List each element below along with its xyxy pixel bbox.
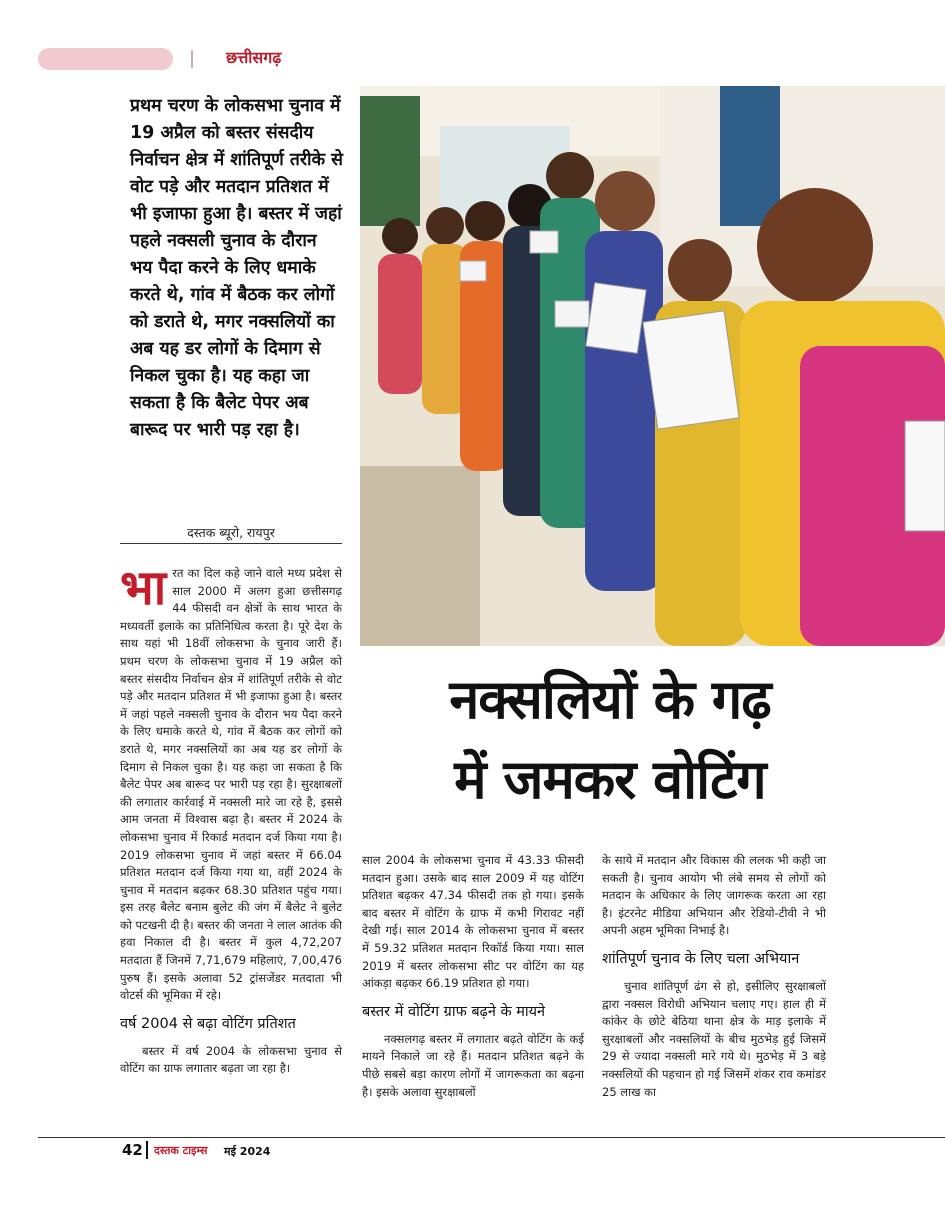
footer-rule: [38, 1137, 945, 1138]
byline-rule: [120, 543, 342, 544]
article-paragraph: रत का दिल कहे जाने वाले मध्य प्रदेश से साल 2000 में अलग हुआ छत्तीसगढ़ 44 फीसदी वन क्षेत्रों के साथ भारत के मध्यवर्ती इलाके का प्रतिनिधित्व करता है। पूरे देश के साथ यहां भी 18वीं लोकसभा के चुनाव जारी हैं। प्रथम चरण के लोकसभा चुनाव में 19 अप्रैल को बस्तर संसदीय निर्वाचन क्षेत्र में शांतिपूर्ण तरीके से वोट पड़े और मतदान प्रतिशत में भी इजाफा हुआ है। बस्तर में जहां पहले नक्सली चुनाव के दौरान भय पैदा करने के लिए धमाके करते थे, गांव में बैठक कर लोगों को डराते थे, मगर नक्सलियों का अब यह डर लोगों के दिमाग से निकल चुका है। यह कहा जा सकता है कि बैलेट पेपर अब बारूद पर भारी पड़ रहा है। सुरक्षाबलों की लगातार कार्रवाई में नक्सली मारे जा रहे है, इससे आम जनता में विश्वास बढ़ा है। बस्तर में 2024 के लोकसभा चुनाव में रिकार्ड मतदान दर्ज किया गया है। 2019 लोकसभा चुनाव में जहां बस्तर में 66.04 प्रतिशत मतदान दर्ज किया गया था, वहीं 2024 के चुनाव में मतदान बढ़कर 68.30 प्रतिशत पहुंच गया। इस तरह बैलेट बनाम बुलेट की जंग में बैलेट ने बुलेट को पटखनी दी है। बस्तर की जनता ने लाल आतंक की हवा निकाल दी है। बस्तर में कुल 4,72,207 मतदाता हैं जिनमें 7,71,679 महिलाएं, 7,00,476 पुरुष हैं। इसके अलावा 52 ट्रांसजेंडर मतदाता भी वोटर्स की भूमिका में रहे।: [120, 566, 342, 1003]
headline-line-2: में जमकर वोटिंग: [454, 748, 766, 811]
byline: दस्तक ब्यूरो, रायपुर: [187, 525, 275, 540]
headline-line-1: नक्सलियों के गढ़: [449, 668, 771, 731]
pull-quote: प्रथम चरण के लोकसभा चुनाव में 19 अप्रैल को बस्तर संसदीय निर्वाचन क्षेत्र में शांतिपूर्ण तरीके से वोट पड़े और मतदान प्रतिशत में भी इजाफा हुआ है। बस्तर में जहां पहले नक्सली चुनाव के दौरान भय पैदा करने के लिए धमाके करते थे, गांव में बैठक कर लोगों को डराते थे, मगर नक्सलियों का अब यह डर लोगों के दिमाग से निकल चुका है। यह कहा जा सकता है कि बैलेट पेपर अब बारूद पर भारी पड़ रहा है।: [130, 96, 343, 440]
header-separator: [191, 50, 193, 68]
drop-cap: भा: [120, 560, 167, 616]
voters-queue-photo: [360, 86, 945, 646]
article-paragraph: नक्सलगढ़ बस्तर में लगातार बढ़ते वोटिंग के कई मायने निकाले जा रहे हैं। मतदान प्रतिशत बढ़ने के पीछे सबसे बड़ा कारण लोगों में जागरूकता का बढ़ना है। इसके अलावा सुरक्षाबलों: [362, 1031, 584, 1099]
page-number: 42: [122, 1141, 143, 1159]
footer-separator: [146, 1141, 148, 1159]
subheading-voting-graph-meaning: बस्तर में वोटिंग ग्राफ बढ़ने के मायने: [362, 1003, 546, 1020]
article-paragraph: चुनाव शांतिपूर्ण ढंग से हो, इसीलिए सुरक्षाबलों द्वारा नक्सल विरोधी अभियान चलाए गए। हाल ही में कांकेर के छोटे बेठिया थाना क्षेत्र के माड़ इलाके में सुरक्षाबलों और नक्सलियों के बीच मुठभेड़ हुई जिसमें 29 से ज्यादा नक्सली मारे गये थे। मुठभेड़ में 3 बड़े नक्सलियों की पहचान हो गई जिसमें शंकर राव कमांडर 25 लाख का: [602, 978, 826, 1099]
article-column-2: [362, 852, 584, 1101]
article-column-1: [120, 560, 342, 1078]
article-paragraph: बस्तर में वर्ष 2004 के लोकसभा चुनाव से वोटिंग का ग्राफ लगातार बढ़ता जा रहा है।: [120, 1043, 342, 1076]
subheading-voting-since-2004: वर्ष 2004 से बढ़ा वोटिंग प्रतिशत: [120, 1015, 296, 1032]
section-label: छत्तीसगढ़: [226, 48, 282, 67]
article-paragraph: के साये में मतदान और विकास की ललक भी कही जा सकती है। चुनाव आयोग भी लंबे समय से लोगों को मतदान के अधिकार के लिए जागरूक करता आ रहा है। इंटरनेट मीडिया अभियान और रेडियो-टीवी ने भी अपनी अहम भूमिका निभाई है।: [602, 853, 826, 938]
subheading-peaceful-election-campaign: शांतिपूर्ण चुनाव के लिए चला अभियान: [602, 950, 800, 967]
article-paragraph: साल 2004 के लोकसभा चुनाव में 43.33 फीसदी मतदान हुआ। उसके बाद साल 2009 में यह वोटिंग प्रतिशत बढ़कर 47.34 फीसदी तक हो गया। इसके बाद बस्तर में वोटिंग के ग्राफ में कभी गिरावट नहीं देखी गई। साल 2014 के लोकसभा चुनाव में बस्तर में 59.32 प्रतिशत मतदान रिकॉर्ड किया गया। साल 2019 में बस्तर लोकसभा सीट पर वोटिंग का यह आंकड़ा बढ़कर 66.19 प्रतिशत हो गया।: [362, 853, 584, 991]
headline: [360, 660, 860, 820]
article-column-3: [602, 852, 826, 1101]
issue-date: मई 2024: [224, 1145, 271, 1158]
header-decor-pill: [38, 48, 173, 70]
magazine-logo: दस्तक टाइम्स: [154, 1144, 208, 1157]
